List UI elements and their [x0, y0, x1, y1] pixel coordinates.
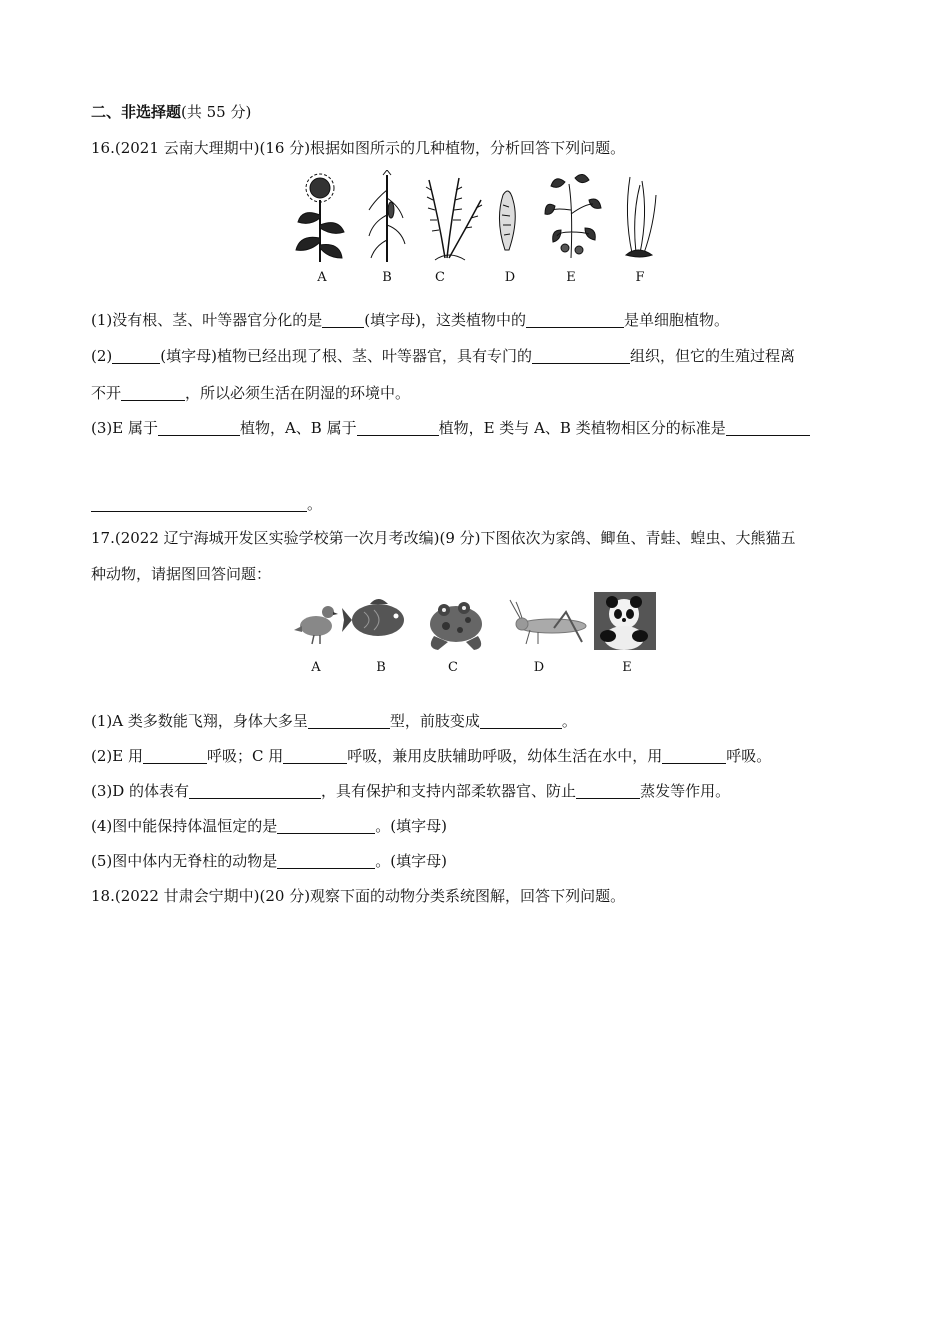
plant-label-d: D: [504, 270, 516, 285]
q17-p1-text-c: 。: [561, 712, 577, 730]
q18-stem: 18.(2022 甘肃会宁期中)(20 分)观察下面的动物分类系统图解，回答下列问题。: [91, 887, 626, 905]
q16-p2b-text-b: ，所以必须生活在阴湿的环境中。: [185, 384, 411, 402]
q16-p3-blank-2[interactable]: [357, 419, 439, 436]
q16-p1-text-a: (1)没有根、茎、叶等器官分化的是: [91, 311, 323, 329]
q16-p3-text-a: (3)E 属于: [91, 419, 158, 437]
plant-e-ginkgo-image: [545, 174, 601, 258]
q17-p1-text-a: (1)A 类多数能飞翔，身体大多呈: [91, 712, 308, 730]
q17-p3-text-b: ，具有保护和支持内部柔软器官、防止: [321, 782, 577, 800]
section-title: 二、非选择题: [91, 103, 182, 121]
q16-part2-cont: [91, 383, 410, 403]
q16-p3-blank-4[interactable]: [91, 495, 307, 512]
q16-p3-blank-3[interactable]: [726, 419, 810, 436]
animal-label-a: A: [311, 660, 321, 675]
q16-p2b-text-a: 不开: [91, 384, 122, 402]
q16-part3: [91, 418, 810, 438]
q17-part1: [91, 711, 577, 731]
q16-p3b-end: 。: [307, 495, 323, 513]
q17-animal-figure: [290, 590, 660, 660]
q17-p2-blank-1[interactable]: [143, 747, 207, 764]
q17-p5-blank-1[interactable]: [277, 852, 375, 869]
animal-d-grasshopper-image: [510, 600, 586, 644]
q17-p3-text-c: 蒸发等作用。: [640, 782, 731, 800]
q17-stem-line1: 17.(2022 辽宁海城开发区实验学校第一次月考改编)(9 分)下图依次为家鸽、鲫鱼、青蛙、蝗虫、大熊猫五: [91, 529, 796, 547]
q16-p3-blank-1[interactable]: [158, 419, 240, 436]
animal-pictures: [290, 590, 660, 660]
q16-p2-text-b: (填字母)植物已经出现了根、茎、叶等器官，具有专门的: [160, 347, 532, 365]
plant-f-algae-image: [626, 177, 656, 257]
q16-p1-blank-1[interactable]: [322, 311, 364, 328]
q16-p1-blank-2[interactable]: [526, 311, 624, 328]
q16-p2-blank-2[interactable]: [532, 347, 630, 364]
plant-c-fern-image: [426, 178, 482, 260]
q16-p3-text-c: 植物，E 类与 A、B 类植物相区分的标准是: [438, 419, 726, 437]
q17-p4-text-b: 。(填字母): [375, 817, 447, 835]
q17-p5-text-a: (5)图中体内无脊柱的动物是: [91, 852, 278, 870]
q16-p2-text-a: (2): [91, 347, 113, 365]
animal-label-c: C: [448, 660, 458, 675]
q17-p4-blank-1[interactable]: [277, 817, 375, 834]
q16-stem: 16.(2021 云南大理期中)(16 分)根据如图所示的几种植物，分析回答下列问题。: [91, 139, 626, 157]
animal-e-panda-image: [594, 592, 656, 650]
q17-part4: [91, 816, 447, 836]
plant-label-f: F: [635, 270, 645, 285]
q16-part1: [91, 310, 729, 330]
q16-part3-cont: [91, 494, 322, 514]
animal-label-e: E: [622, 660, 632, 675]
q17-part5: [91, 851, 447, 871]
q16-p1-text-c: 是单细胞植物。: [623, 311, 729, 329]
q16-p2-blank-3[interactable]: [121, 384, 185, 401]
q16-p2-text-c: 组织，但它的生殖过程离: [629, 347, 795, 365]
q16-p2-blank-1[interactable]: [112, 347, 160, 364]
q17-part3: [91, 781, 730, 801]
plant-drawings: [290, 170, 670, 265]
q17-p3-blank-1[interactable]: [189, 782, 321, 799]
q17-p3-text-a: (3)D 的体表有: [91, 782, 190, 800]
q17-p1-text-b: 型，前肢变成: [389, 712, 480, 730]
q17-p1-blank-2[interactable]: [480, 712, 562, 729]
q17-p2-blank-3[interactable]: [662, 747, 726, 764]
q16-p1-text-b: (填字母)，这类植物中的: [364, 311, 526, 329]
q17-p5-text-b: 。(填字母): [375, 852, 447, 870]
animal-c-frog-image: [430, 602, 482, 650]
plant-label-a: A: [317, 270, 327, 285]
animal-label-d: D: [533, 660, 545, 675]
animal-label-b: B: [376, 660, 386, 675]
q17-p2-blank-2[interactable]: [283, 747, 347, 764]
plant-a-sunflower-image: [296, 174, 344, 262]
q17-part2: [91, 746, 771, 766]
section-score-note: (共 55 分): [181, 103, 252, 121]
animal-b-carp-image: [342, 599, 404, 636]
animal-a-pigeon-image: [294, 606, 338, 644]
plant-b-corn-image: [369, 170, 405, 262]
section-heading: [91, 102, 251, 122]
q17-p2-text-d: 呼吸。: [726, 747, 772, 765]
q17-p3-blank-2[interactable]: [576, 782, 640, 799]
q17-p1-blank-1[interactable]: [308, 712, 390, 729]
plant-label-c: C: [435, 270, 445, 285]
q17-stem-line2: 种动物，请据图回答问题：: [91, 565, 272, 583]
q17-p2-text-a: (2)E 用: [91, 747, 143, 765]
q17-p4-text-a: (4)图中能保持体温恒定的是: [91, 817, 278, 835]
q16-plant-figure: [290, 170, 670, 265]
q16-part2: [91, 346, 795, 366]
plant-label-b: B: [382, 270, 392, 285]
plant-d-moss-image: [499, 191, 515, 250]
q17-p2-text-c: 呼吸，兼用皮肤辅助呼吸，幼体生活在水中，用: [347, 747, 663, 765]
q16-p3-text-b: 植物，A、B 属于: [239, 419, 357, 437]
plant-label-e: E: [566, 270, 576, 285]
q17-p2-text-b: 呼吸；C 用: [206, 747, 284, 765]
